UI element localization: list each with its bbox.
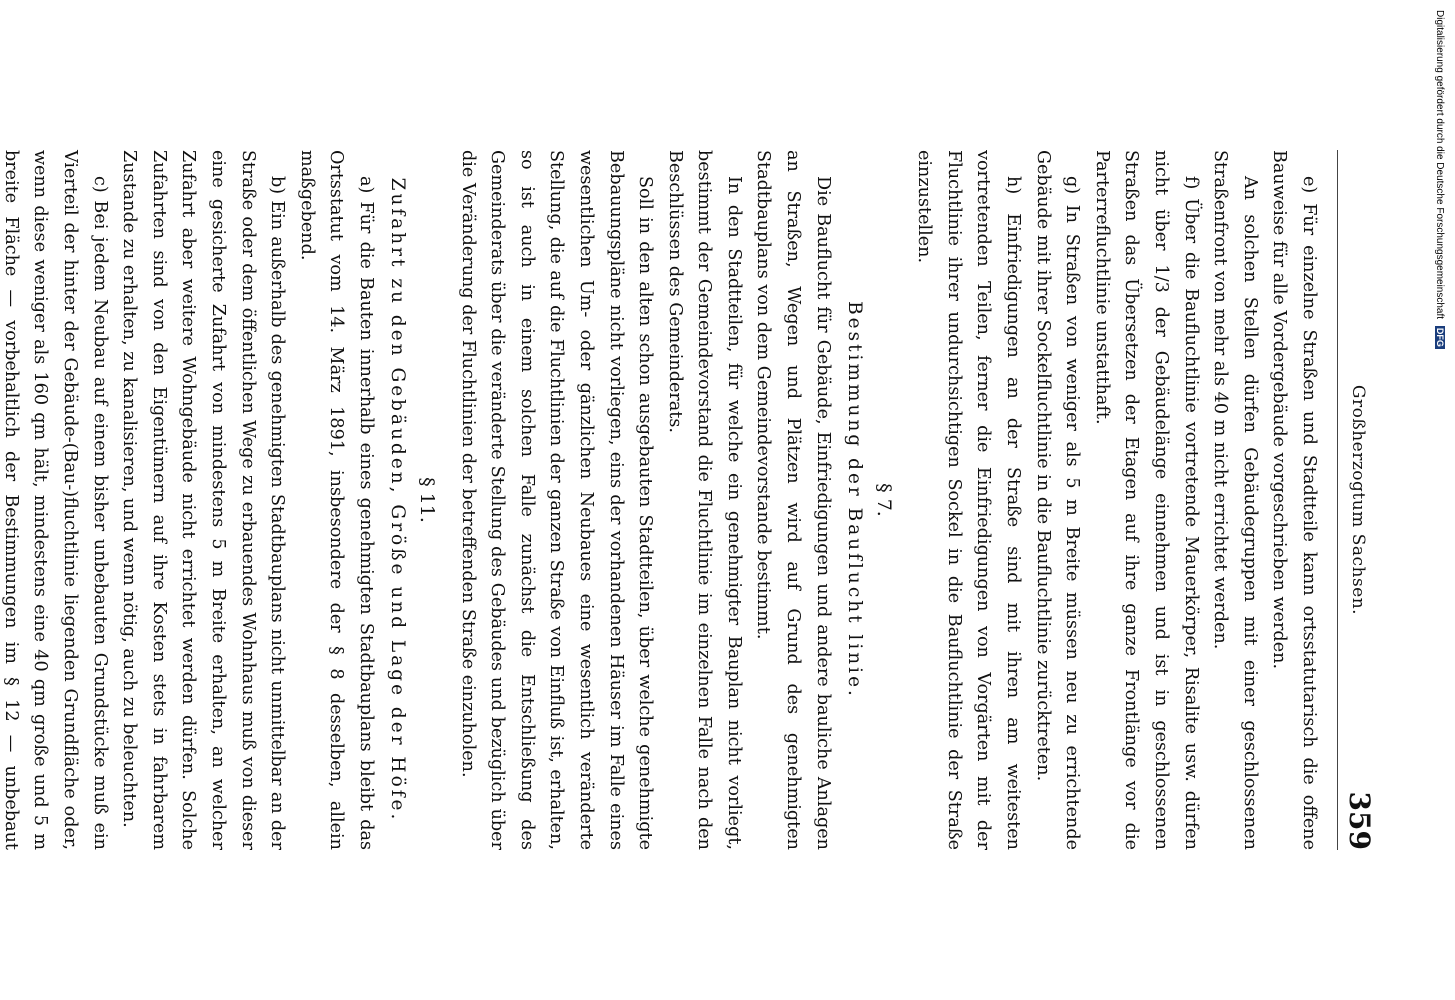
section-7-title: Bestimmung der Bauflucht linie.	[843, 301, 865, 699]
section-7-paragraph: In den Stadtteilen, für welche ein genehmigter Bauplan nicht vorliegt, bestimmt der Gemeindevorstand die Fluchtlinie im einzelnen Falle nach den Beschlüssen des Gemeinderats.	[664, 150, 744, 850]
section-11-paragraph-a: a) Für die Bauten innerhalb eines genehmigten Stadtbauplans bleibt das Ortsstatut vom 14. März 1891, insbesondere der § 8 desselben, allein maßgebend.	[296, 150, 376, 850]
paragraph-h: h) Einfriedigungen an der Straße sind mit ihren am weitesten vortretenden Teilen, ferner die Einfriedigungen von Vorgärten mit der Fluchtlinie ihrer undurchsichtigen Sockel in die Baufluchtlinie der Straße einzustellen.	[914, 150, 1024, 850]
section-11-number: § 11.	[415, 477, 438, 523]
document-page	[0, 120, 1378, 880]
paragraph-e-cont: An solchen Stellen dürfen Gebäudegruppen mit einer geschlossenen Straßenfront von mehr als 40 m nicht errichtet werden.	[1210, 150, 1260, 850]
section-11-paragraph-b: b) Ein außerhalb des genehmigten Stadtbauplans nicht unmittelbar an der Straße oder dem öffentlichen Wege zu erbauendes Wohnhaus muß von dieser eine gesicherte Zufahrt von mindestens 5 m Breite erhalten, an welcher Zufahrt aber weitere Wohngebäude nicht errichtet werden dürfen. Solche Zufahrten sind von den Eigentümern auf ihre Kosten stets in fahrbarem Zustande zu erhalten, zu kanalisieren, und wenn nötig, auch zu beleuchten.	[119, 150, 288, 850]
page-number: 359	[1343, 791, 1376, 850]
paragraph-f: f) Über die Baufluchtlinie vortretende Mauerkörper, Risalite usw. dürfen nicht über 1/3 der Gebäudelänge einnehmen und ist in geschlossenen Straßen das Übersetzen der Etagen auf ihre ganze Frontlänge vor die Parterrefluchtlinie unstatthaft.	[1091, 150, 1201, 850]
section-7-paragraph: Soll in den alten schon ausgebauten Stadtteilen, über welche genehmigte Bebauungspläne nicht vorliegen, eins der vorhandenen Häuser im Falle eines wesentlichen Um- oder gänzlichen Neubaues eine wesentlich veränderte Stellung, die auf die Fluchtlinien der ganzen Straße von Einfluß ist, erhalten, so ist auch in einem solchen Falle zunächst die Entschließung des Gemeinderats über die veränderte Stellung des Gebäudes und bezüglich über die Veränderung der Fluchtlinien der betreffenden Straße einzuholen.	[457, 150, 656, 850]
section-11-title: Zufahrt zu den Gebäuden, Größe und Lage der Höfe.	[386, 177, 408, 823]
paragraph-g: g) In Straßen von weniger als 5 m Breite müssen neu zu errichtende Gebäude mit ihrer Sockelfluchtlinie in die Baufluchtlinie zurücktreten.	[1032, 150, 1083, 850]
section-11-paragraph-c: c) Bei jedem Neubau auf einem bisher unbebauten Grundstücke muß ein Vierteil der hinter der Gebäude-(Bau-)fluchtlinie liegenden Grundfläche oder, wenn diese weniger als 160 qm hält, mindestens eine 40 qm große und 5 m breite Fläche — vorbehaltlich der Bestimmungen im § 12 — unbebaut	[0, 150, 110, 850]
section-7-number: § 7.	[872, 483, 895, 517]
section-7-paragraph: Die Bauflucht für Gebäude, Einfriedigungen und andere bauliche Anlagen an Straßen, Wegen und Plätzen wird auf Grund des genehmigten Stadtbauplans von dem Gemeindevorstande bestimmt.	[753, 150, 833, 850]
paragraph-e: e) Für einzelne Straßen und Stadtteile kann ortsstatutarisch die offene Bauweise für alle Vordergebäude vorgeschrieben werden.	[1269, 150, 1319, 850]
dfg-logo: DFG	[1435, 327, 1445, 347]
running-head: Großherzogtum Sachsen.	[1348, 384, 1368, 616]
page-header	[1337, 150, 1378, 850]
credit-text: Digitalisierung gefördert durch die Deutsche Forschungsgemeinschaft	[1434, 10, 1445, 320]
digitization-credit	[1434, 10, 1445, 349]
